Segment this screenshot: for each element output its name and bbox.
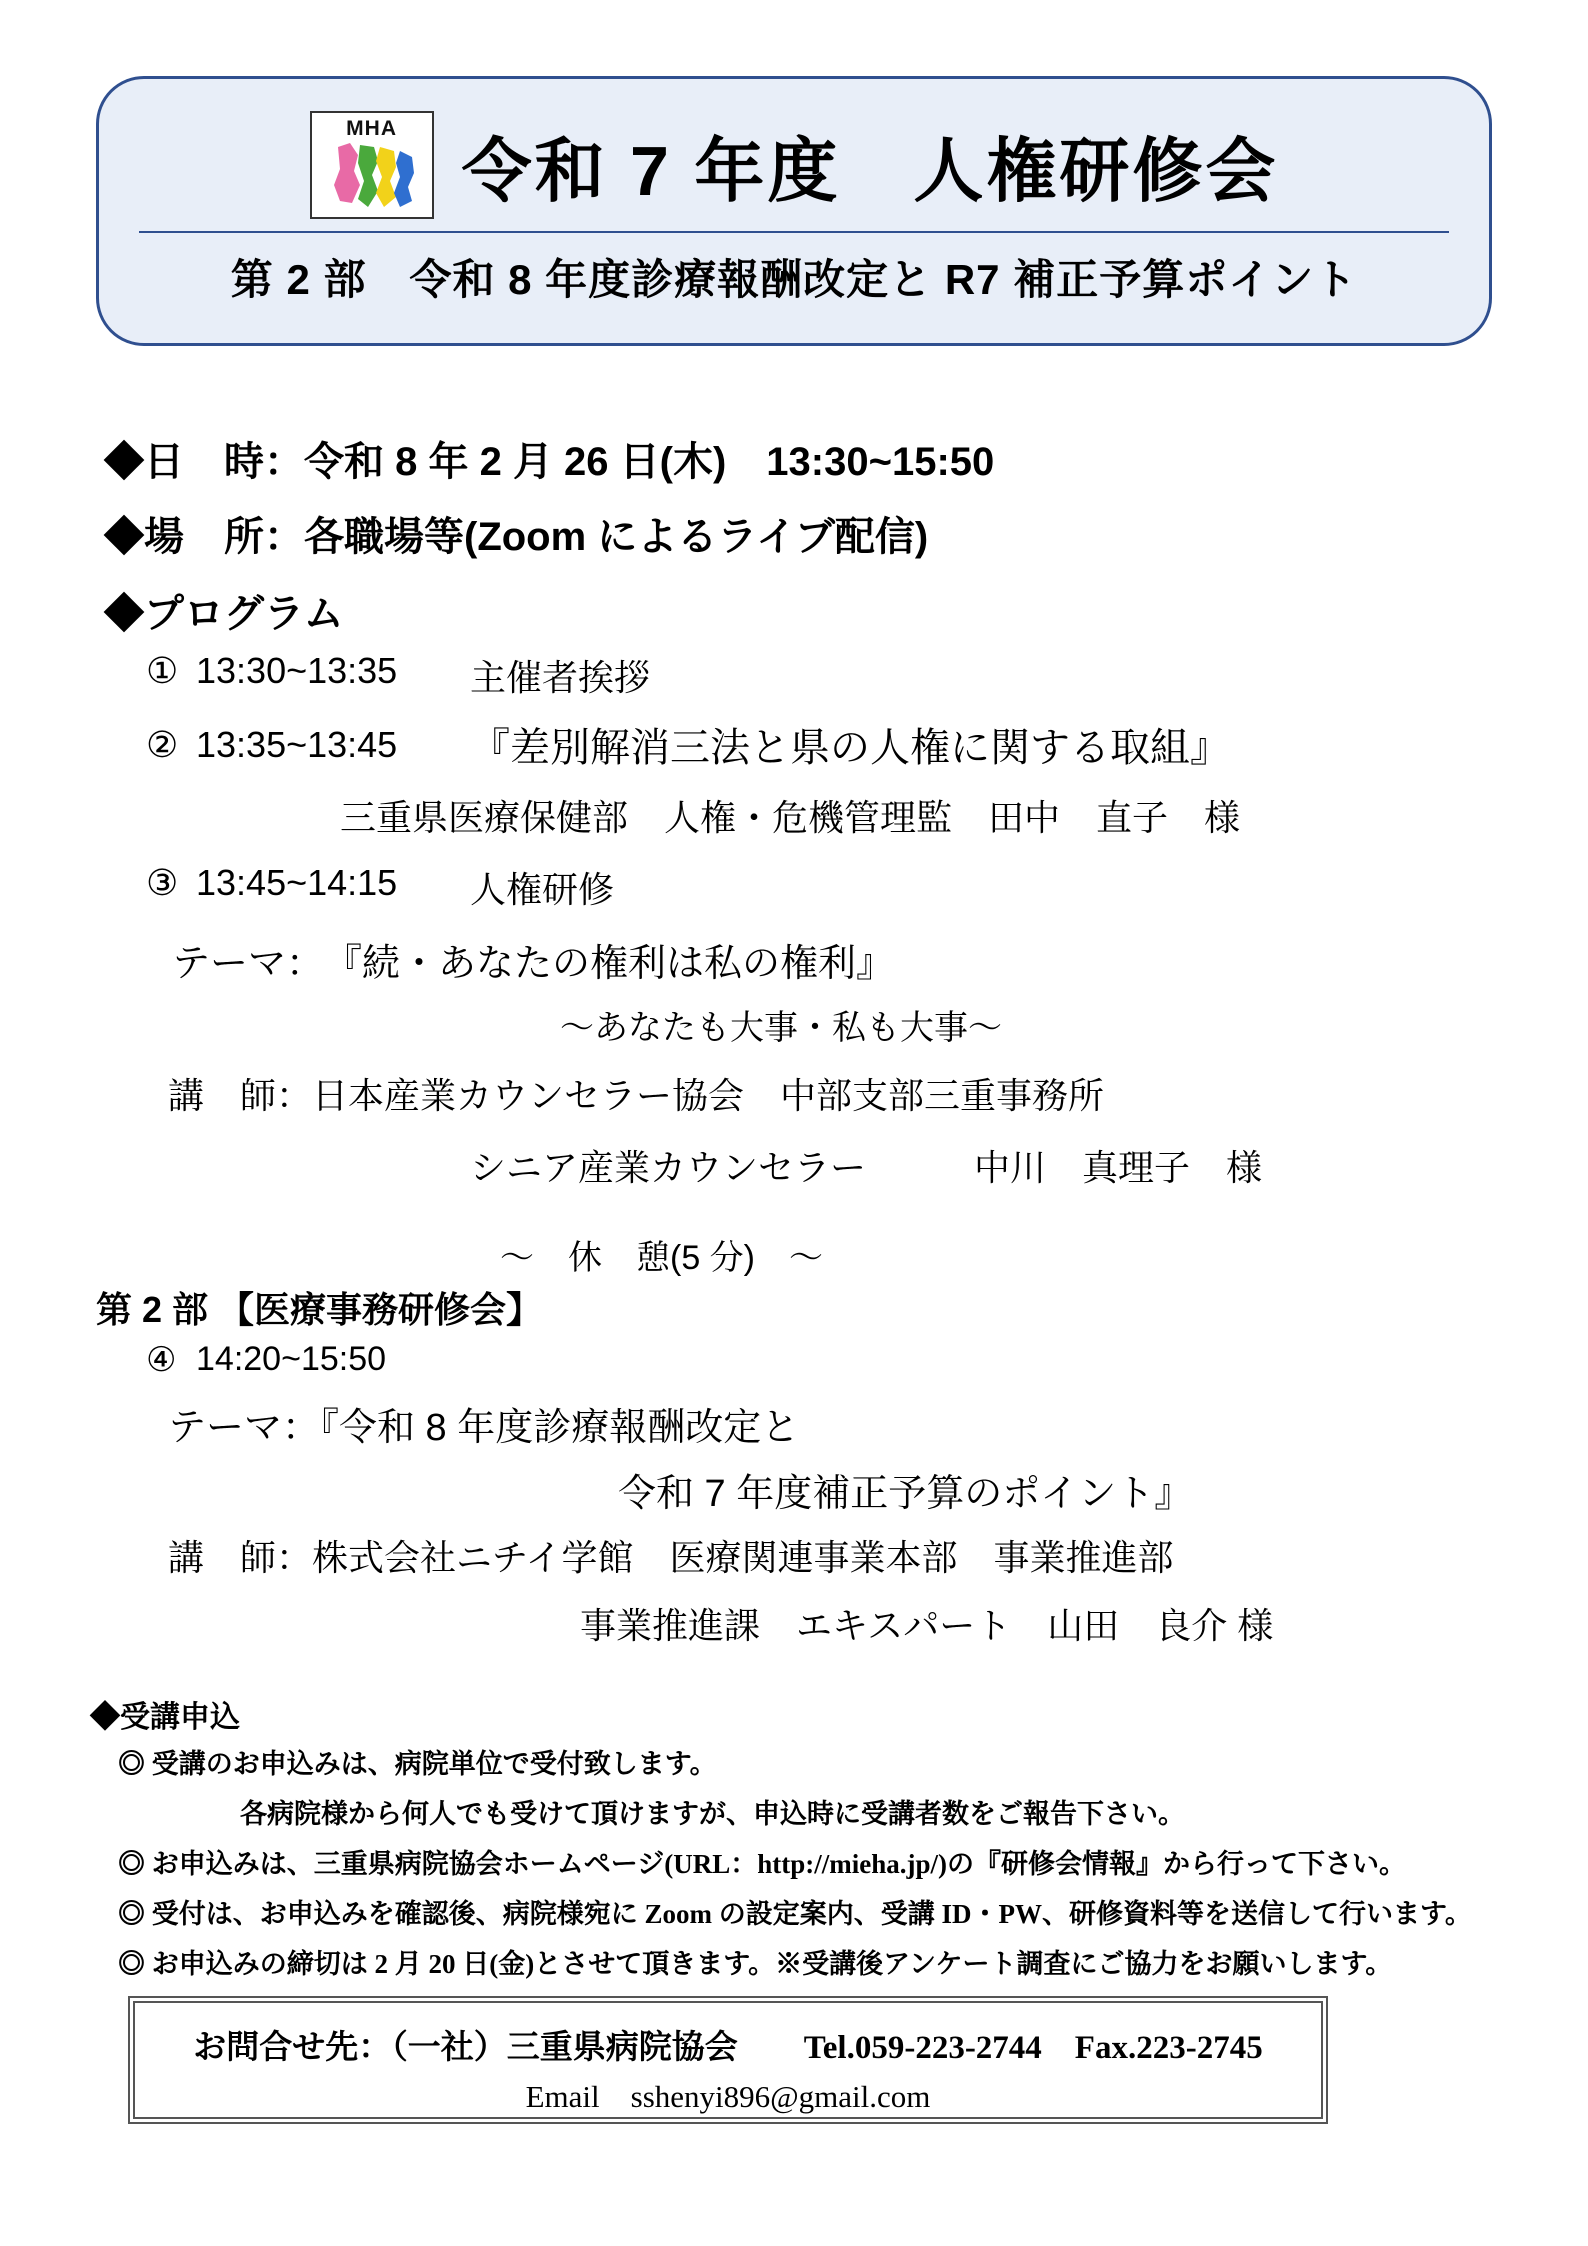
datetime-line: ◆日 時：令和 8 年 2 月 26 日(木) 13:30~15:50	[104, 440, 995, 484]
program-item-1-time: 13:30~13:35	[196, 650, 398, 691]
theme-subline: ～あなたも大事・私も大事～	[560, 1009, 1002, 1047]
banner-title-row	[99, 105, 1489, 225]
mha-logo	[310, 111, 434, 219]
logo-text: MHA	[346, 117, 397, 140]
part2-lecturer-line1: 講 師：株式会社ニチイ学館 医療関連事業本部 事業推進部	[168, 1537, 1174, 1578]
banner-title: 令和 7 年度 人権研修会	[461, 131, 1279, 210]
mie-prefecture-map-icon	[320, 141, 428, 213]
application-item-1: ◎ 受講のお申込みは、病院単位で受付致します。	[118, 1749, 717, 1779]
program-heading: ◆プログラム	[104, 592, 344, 636]
program-item-2-time: 13:35~13:45	[196, 724, 398, 765]
part2-item-no: ④	[146, 1341, 177, 1379]
part2-theme-line1: テーマ：『令和 8 年度診療報酬改定と	[168, 1407, 800, 1449]
contact-line-1: お問合せ先：（一社）三重県病院協会 Tel.059-223-2744 Fax.223-2745	[193, 2030, 1263, 2066]
program-item-2-text: 『差別解消三法と県の人権に関する取組』	[470, 726, 1230, 770]
lecturer-1-line: 講 師：日本産業カウンセラー協会 中部支部三重事務所	[168, 1075, 1105, 1116]
program-item-3-no: ③	[146, 862, 179, 903]
place-line: ◆場 所：各職場等(Zoom によるライブ配信)	[104, 515, 929, 559]
application-heading: ◆受講申込	[90, 1701, 240, 1734]
program-item-2-affiliation: 三重県医療保健部 人権・危機管理監 田中 直子 様	[340, 797, 1241, 838]
part2-lecturer-line2: 事業推進課 エキスパート 山田 良介 様	[580, 1605, 1274, 1646]
application-item-3: ◎ お申込みは、三重県病院協会ホームページ(URL：http://mieha.jp/)の『研修会情報』から行って下さい。	[118, 1849, 1406, 1879]
application-item-2: 各病院様から何人でも受けて頂けますが、申込時に受講者数をご報告下さい。	[240, 1799, 1185, 1829]
program-item-1-text: 主催者挨拶	[470, 657, 651, 698]
program-item-3-time: 13:45~14:15	[196, 862, 398, 903]
lecturer-1-title-line: シニア産業カウンセラー 中川 真理子 様	[470, 1147, 1263, 1188]
break-note: ～ 休 憩(5 分) ～	[500, 1239, 823, 1277]
program-item-1-no: ①	[146, 650, 179, 691]
part2-heading: 第 2 部 【医療事務研修会】	[96, 1289, 543, 1330]
banner-divider	[139, 231, 1449, 233]
contact-box	[128, 1996, 1328, 2124]
banner-subtitle: 第 2 部 令和 8 年度診療報酬改定と R7 補正予算ポイント	[230, 256, 1358, 303]
program-item-2-no: ②	[146, 724, 179, 765]
header-banner	[96, 76, 1492, 346]
contact-line-2: Email sshenyi896@gmail.com	[525, 2079, 931, 2114]
program-item-3-text: 人権研修	[470, 869, 615, 910]
application-item-5: ◎ お申込みの締切は 2 月 20 日(金)とさせて頂きます。※受講後アンケート調査にご協力をお願いします。	[118, 1949, 1393, 1979]
application-item-4: ◎ 受付は、お申込みを確認後、病院様宛に Zoom の設定案内、受講 ID・PW、研修資料等を送信して行います。	[118, 1899, 1472, 1929]
part2-theme-line2: 令和 7 年度補正予算のポイント』	[618, 1473, 1193, 1515]
part2-item-time: 14:20~15:50	[196, 1340, 387, 1378]
theme-line: テーマ： 『続・あなたの権利は私の権利』	[172, 943, 895, 985]
